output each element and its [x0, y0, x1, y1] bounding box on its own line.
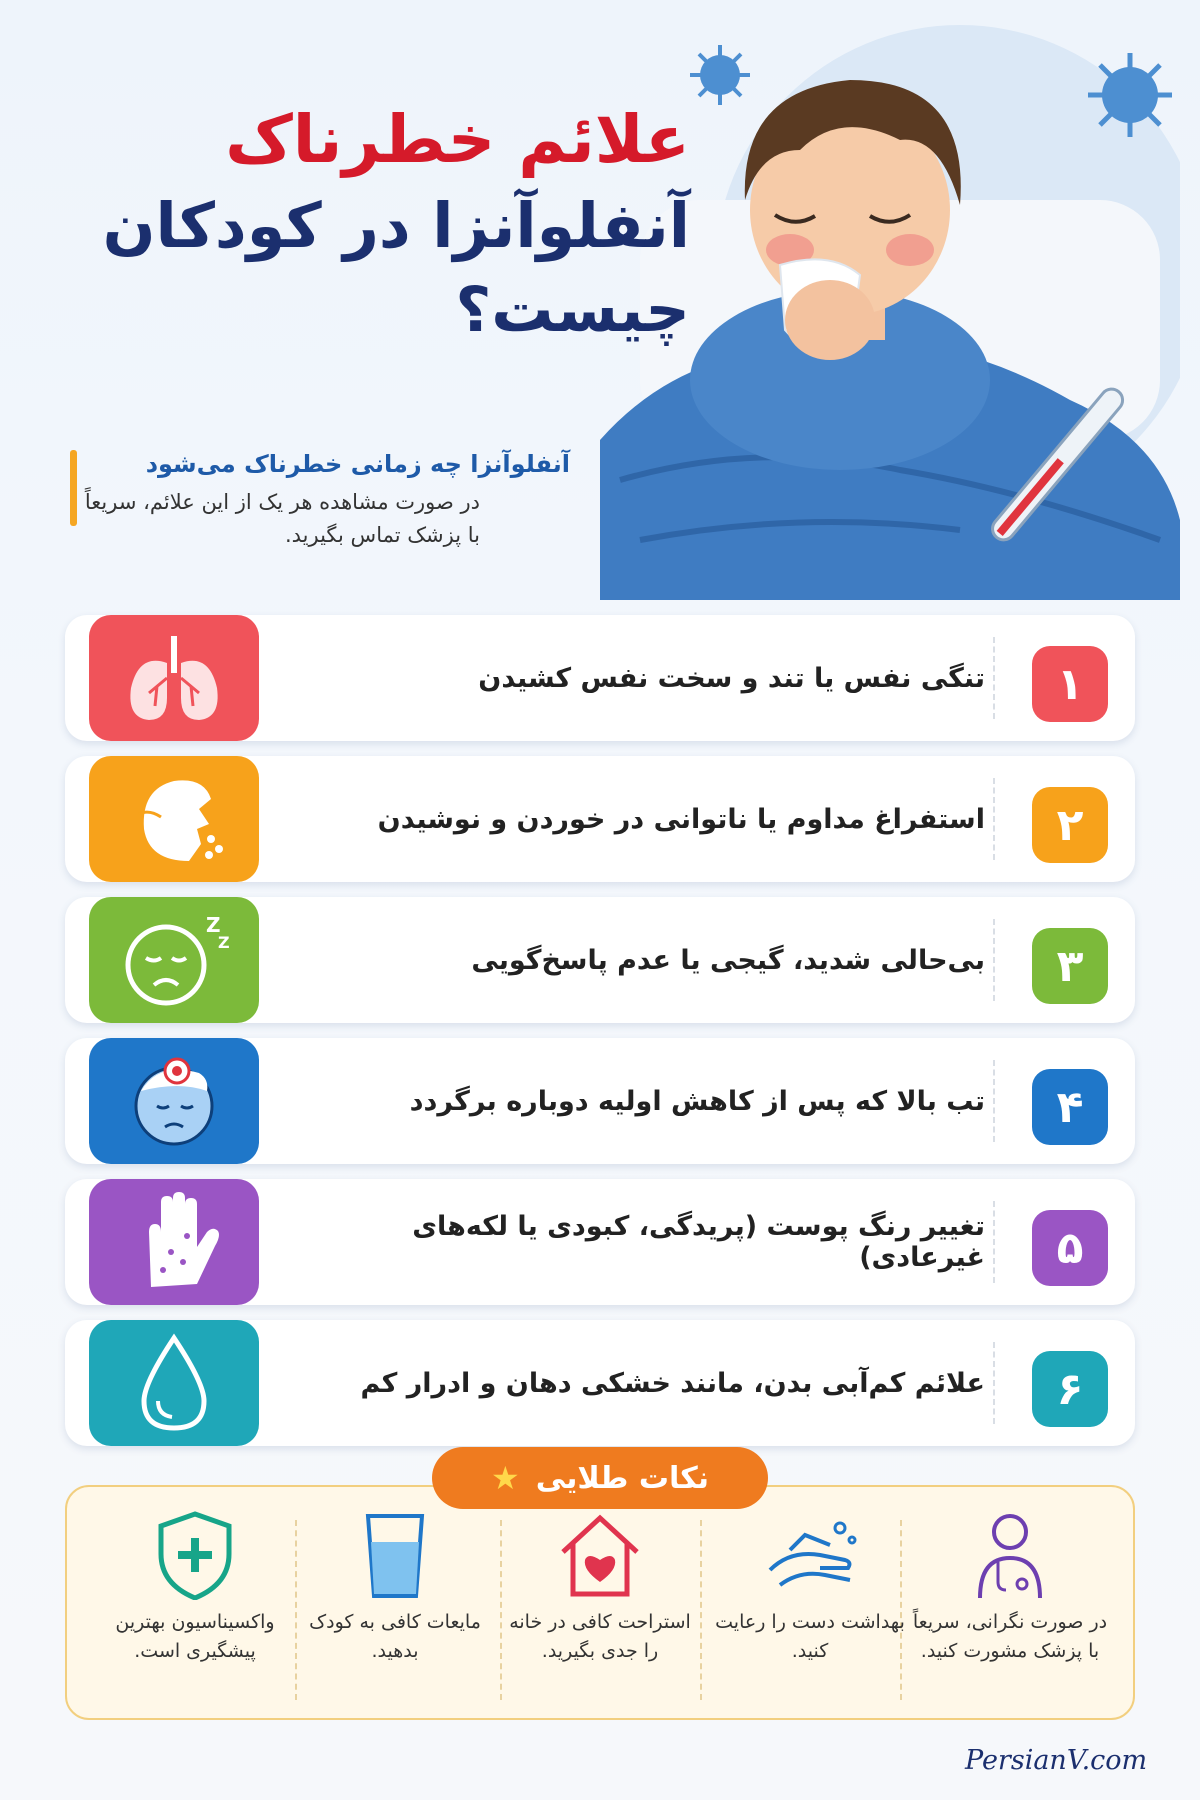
- tip-text: استراحت کافی در خانه را جدی بگیرید.: [509, 1611, 691, 1662]
- water-glass-icon: [360, 1510, 430, 1600]
- symptom-label: تنگی نفس یا تند و سخت نفس کشیدن: [478, 662, 985, 694]
- symptom-number: ۲: [1032, 787, 1108, 863]
- accent-bar: [70, 450, 77, 526]
- title-line-2: آنفلوآنزا در کودکان: [102, 189, 690, 263]
- tip-text: بهداشت دست را رعایت کنید.: [715, 1611, 905, 1662]
- divider: [993, 1201, 995, 1283]
- lungs-icon: [89, 615, 259, 741]
- symptom-item: [65, 897, 1135, 1023]
- divider: [993, 778, 995, 860]
- tip-item: [710, 1510, 910, 1710]
- symptom-number: ۵: [1032, 1210, 1108, 1286]
- symptom-item: [65, 756, 1135, 882]
- tip-item: [295, 1510, 495, 1710]
- divider: [993, 1342, 995, 1424]
- symptom-label: استفراغ مداوم یا ناتوانی در خوردن و نوشیدن: [377, 803, 985, 835]
- spotted-hand-icon: [89, 1179, 259, 1305]
- water-drop-icon: [89, 1320, 259, 1446]
- vomiting-face-icon: [89, 756, 259, 882]
- tip-text: مایعات کافی به کودک بدهید.: [309, 1611, 481, 1662]
- shield-plus-icon: [155, 1510, 235, 1600]
- svg-text:Z: Z: [206, 913, 221, 937]
- symptom-item: [65, 1038, 1135, 1164]
- intro-text: در صورت مشاهده هر یک از این علائم، سریعاً با پزشک تماس بگیرید.: [84, 490, 480, 547]
- sleepy-face-icon: [89, 897, 259, 1023]
- tip-text: در صورت نگرانی، سریعاً با پزشک مشورت کنید.: [912, 1611, 1108, 1662]
- divider: [993, 919, 995, 1001]
- symptom-number: ۳: [1032, 928, 1108, 1004]
- tip-item: [500, 1510, 700, 1710]
- tip-text: واکسیناسیون بهترین پیشگیری است.: [115, 1611, 275, 1662]
- divider: [500, 1520, 502, 1700]
- symptom-label: بی‌حالی شدید، گیجی یا عدم پاسخ‌گویی: [471, 944, 985, 976]
- main-title: [40, 95, 690, 351]
- doctor-icon: [970, 1510, 1050, 1600]
- home-heart-icon: [555, 1510, 645, 1600]
- tips-heading: نکات طلایی: [535, 1460, 709, 1496]
- tip-item: [95, 1510, 295, 1710]
- symptom-item: [65, 1179, 1135, 1305]
- symptom-label: علائم کم‌آبی بدن، مانند خشکی دهان و ادرار کم: [360, 1367, 985, 1399]
- fever-child-icon: [89, 1038, 259, 1164]
- symptom-number: ۴: [1032, 1069, 1108, 1145]
- divider: [993, 1060, 995, 1142]
- divider: [700, 1520, 702, 1700]
- brand-logo: PersianV.com: [965, 1745, 1148, 1776]
- virus-icon: [690, 45, 750, 105]
- title-line-3: چیست؟: [455, 272, 690, 346]
- star-icon: ★: [491, 1459, 520, 1497]
- symptom-number: ۶: [1032, 1351, 1108, 1427]
- title-line-1: علائم خطرناک: [225, 101, 690, 178]
- divider: [295, 1520, 297, 1700]
- intro-heading: آنفلوآنزا چه زمانی خطرناک می‌شود: [145, 450, 570, 478]
- hand-washing-icon: [760, 1510, 860, 1600]
- tip-item: [910, 1510, 1110, 1710]
- svg-text:Z: Z: [218, 933, 230, 952]
- symptom-label: تب بالا که پس از کاهش اولیه دوباره برگردد: [409, 1085, 985, 1117]
- symptom-number: ۱: [1032, 646, 1108, 722]
- symptom-list: [65, 615, 1135, 1461]
- symptom-item: [65, 1320, 1135, 1446]
- symptom-label: تغییر رنگ پوست (پریدگی، کبودی یا لکه‌های غیرعادی): [412, 1211, 985, 1273]
- tips-heading-pill: [432, 1447, 768, 1509]
- symptom-item: [65, 615, 1135, 741]
- virus-icon: [1088, 53, 1172, 137]
- intro-section: [70, 450, 570, 551]
- divider: [993, 637, 995, 719]
